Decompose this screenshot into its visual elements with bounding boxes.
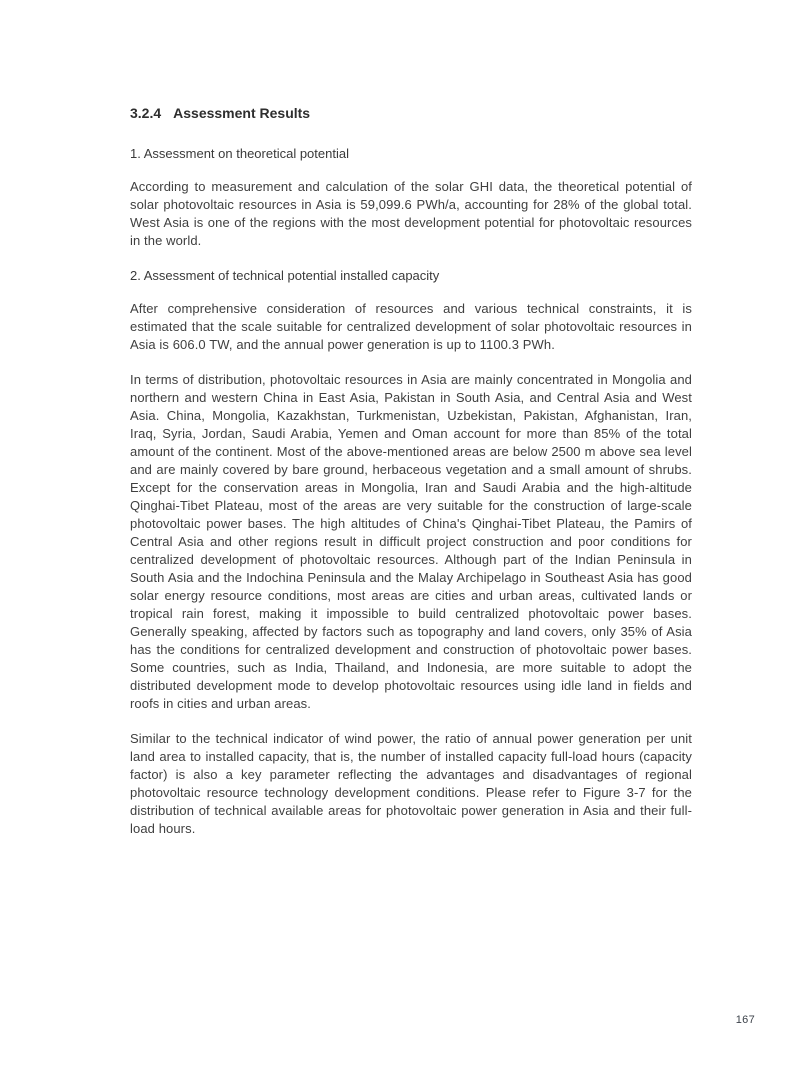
page-number: 167 [735, 1014, 755, 1026]
paragraph-distribution: In terms of distribution, photovoltaic resources in Asia are mainly concentrated in Mongolia and northern and western China in East Asia, Pakistan in South Asia, and Central Asia and West Asia. China, Mongolia, Kazakhstan, Turkmenistan, Uzbekistan, Pakistan, Afghanistan, Iran, Iraq, Syria, Jordan, Saudi Arabia, Yemen and Oman account for more than 85% of the total amount of the continent. Most of the above-mentioned areas are below 2500 m above sea level and are mainly covered by bare ground, herbaceous vegetation and a small amount of shrubs. Except for the conservation areas in Mongolia, Iran and Saudi Arabia and the high-altitude Qinghai-Tibet Plateau, most of the areas are very suitable for the construction of large-scale photovoltaic power bases. The high altitudes of China's Qinghai-Tibet Plateau, the Pamirs of Central Asia and other regions result in difficult project construction and poor conditions for centralized development of photovoltaic resources. Although part of the Indian Peninsula in South Asia and the Indochina Peninsula and the Malay Archipelago in Southeast Asia has good solar energy resource conditions, most areas are cities and urban areas, cultivated lands or tropical rain forest, making it impossible to build centralized photovoltaic power bases. Generally speaking, affected by factors such as topography and land covers, only 35% of Asia has the conditions for centralized development and construction of photovoltaic power bases. Some countries, such as India, Thailand, and Indonesia, are more suitable to adopt the distributed development mode to develop photovoltaic resources using idle land in fields and roofs in cities and urban areas. [130, 372, 692, 711]
paragraph-theoretical-potential: According to measurement and calculation of the solar GHI data, the theoretical potential of solar photovoltaic resources in Asia is 59,099.6 PWh/a, accounting for 28% of the global total. West Asia is one of the regions with the most development potential for photovoltaic resources in the world. [130, 179, 692, 248]
page-content [130, 104, 692, 855]
paragraph-capacity-factor: Similar to the technical indicator of wind power, the ratio of annual power generation per unit land area to installed capacity, that is, the number of installed capacity full-load hours (capacity factor) is also a key parameter reflecting the advantages and disadvantages of regional photovoltaic resource technology development conditions. Please refer to Figure 3-7 for the distribution of technical available areas for photovoltaic power generation in Asia and their full-load hours. [130, 731, 692, 836]
paragraph-technical-overview: After comprehensive consideration of resources and various technical constraints, it is estimated that the scale suitable for centralized development of solar photovoltaic resources in Asia is 606.0 TW, and the annual power generation is up to 1100.3 PWh. [130, 301, 692, 352]
subsection-heading-theoretical: 1. Assessment on theoretical potential [130, 146, 349, 161]
section-heading-number: 3.2.4 [130, 105, 162, 121]
subsection-heading-technical: 2. Assessment of technical potential installed capacity [130, 268, 440, 283]
section-heading-title: Assessment Results [173, 105, 311, 121]
section-heading [130, 104, 692, 122]
